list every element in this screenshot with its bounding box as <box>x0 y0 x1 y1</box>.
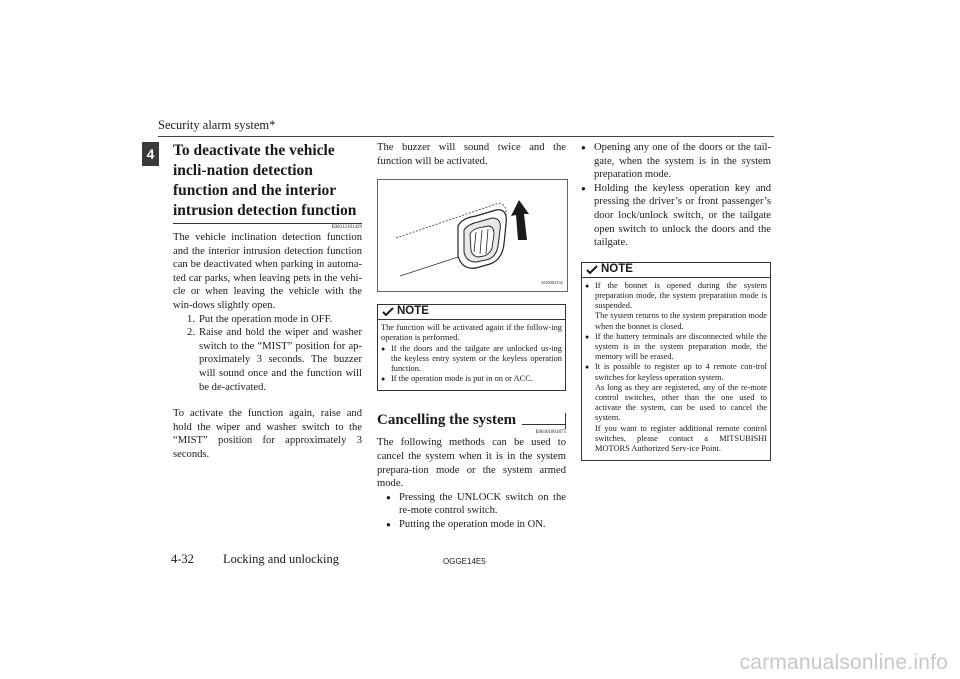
cancel-item: ● Pressing the UNLOCK switch on the re-mote control switch. <box>386 491 566 517</box>
cancel-item: ● Putting the operation mode in ON. <box>386 518 546 530</box>
note-header <box>378 305 565 320</box>
bullet-dot-icon: ● <box>381 344 386 353</box>
bullet-dot-icon: ● <box>585 332 590 341</box>
bullet-dot-icon: ● <box>381 375 386 384</box>
figure-code: AG0002332 <box>540 279 563 285</box>
buzzer-paragraph: The buzzer will sound twice and the function will be activated. <box>377 142 566 167</box>
cancel-intro: The following methods can be used to cancel the system when it is in the system prepara-tion mode or the system armed mode. <box>377 437 566 490</box>
note-intro: The function will be activated again if the follow-ing operation is performed. <box>381 323 562 343</box>
header-title: Security alarm system* <box>158 118 276 132</box>
bullet-dot-icon: ● <box>581 143 586 152</box>
step-number: 1. <box>187 313 195 325</box>
outro-paragraph: To activate the function again, raise and hold the wiper and washer switch to the “MIST” position for approximately 3 seconds. <box>173 408 362 460</box>
wiper-switch-illustration <box>378 180 567 291</box>
note-box <box>377 304 566 391</box>
note-body <box>582 278 770 460</box>
note-check-icon <box>586 265 598 275</box>
cancel-heading-row <box>377 411 566 429</box>
note-item: ● It is possible to register up to 4 remote con-trol switches for keyless operation system. As long as they are registered, any of the re-mote control switches, other than the one used to activate the system, can be used to cancel the system. If you want to register additional remote control switches, please contact a MITSUBISHI MOTORS Authorized Serv-ice Point. <box>585 362 767 453</box>
note-check-icon <box>382 307 394 317</box>
section-code: E00301801875 <box>535 430 566 436</box>
section-code: E00312101429 <box>331 225 362 230</box>
step-1 <box>173 313 362 327</box>
wiper-switch-figure <box>377 179 568 292</box>
column-1 <box>173 141 362 462</box>
footer-code: OGGE14E5 <box>443 557 486 566</box>
bullet-dot-icon: ● <box>386 492 391 502</box>
note-label: NOTE <box>601 262 633 275</box>
section-heading-deactivate: To deactivate the vehicle incli-nation detection function and the interior intrusion detection function <box>173 142 357 219</box>
step-text: Raise and hold the wiper and washer switch to the “MIST” position for ap-proximately 3 seconds. The buzzer will sound once and the function will be de-activated. <box>199 327 362 393</box>
column-2 <box>377 141 566 532</box>
footer-chapter: Locking and unlocking <box>223 552 339 566</box>
note-box <box>581 262 771 461</box>
header-rule <box>158 136 774 137</box>
bullet-dot-icon: ● <box>585 363 590 372</box>
up-arrow-icon <box>511 200 529 240</box>
page-number: 4-32 <box>171 552 194 566</box>
note-body <box>378 320 565 390</box>
intro-paragraph: The vehicle inclination detection function and the interior intrusion detection function can be deactivated when parking in automa-ted car parks, when leaving pets in the vehi-cle or when leaving the vehicle with the win-dows slightly open. <box>173 232 362 311</box>
step-text: Put the operation mode in OFF. <box>199 313 333 325</box>
note-header <box>582 263 770 278</box>
section-heading-cancel: Cancelling the system <box>377 412 517 429</box>
step-number: 2. <box>187 327 195 339</box>
column-3 <box>581 141 771 461</box>
note-item: ● If the bonnet is opened during the system preparation mode, the system preparation mode is suspended. The system returns to the system preparation mode when the bonnet is closed. <box>585 280 767 331</box>
cancel-item: ● Holding the keyless operation key and pressing the driver’s or front passenger’s door lock/unlock switch, or the tailgate open switch to unlock the doors and the tailgate. <box>581 182 771 249</box>
step-2 <box>173 326 362 394</box>
note-item: ● If the doors and the tailgate are unlocked us-ing the keyless entry system or the keyless operation function. <box>381 343 562 373</box>
watermark[interactable]: carmanualsonline.info <box>739 651 948 674</box>
bullet-dot-icon: ● <box>386 519 391 529</box>
chapter-tab: 4 <box>142 142 159 166</box>
note-label: NOTE <box>397 305 429 318</box>
cancel-item: ● Opening any one of the doors or the tail-gate, when the system is in the system preparation mode. <box>581 142 771 181</box>
bullet-dot-icon: ● <box>585 281 590 290</box>
note-item: ● If the battery terminals are disconnected while the system is in the system preparation mode, the memory will be erased. <box>585 331 767 362</box>
note-item: ● If the operation mode is put in on or ACC. <box>381 374 533 384</box>
bullet-dot-icon: ● <box>581 183 586 193</box>
